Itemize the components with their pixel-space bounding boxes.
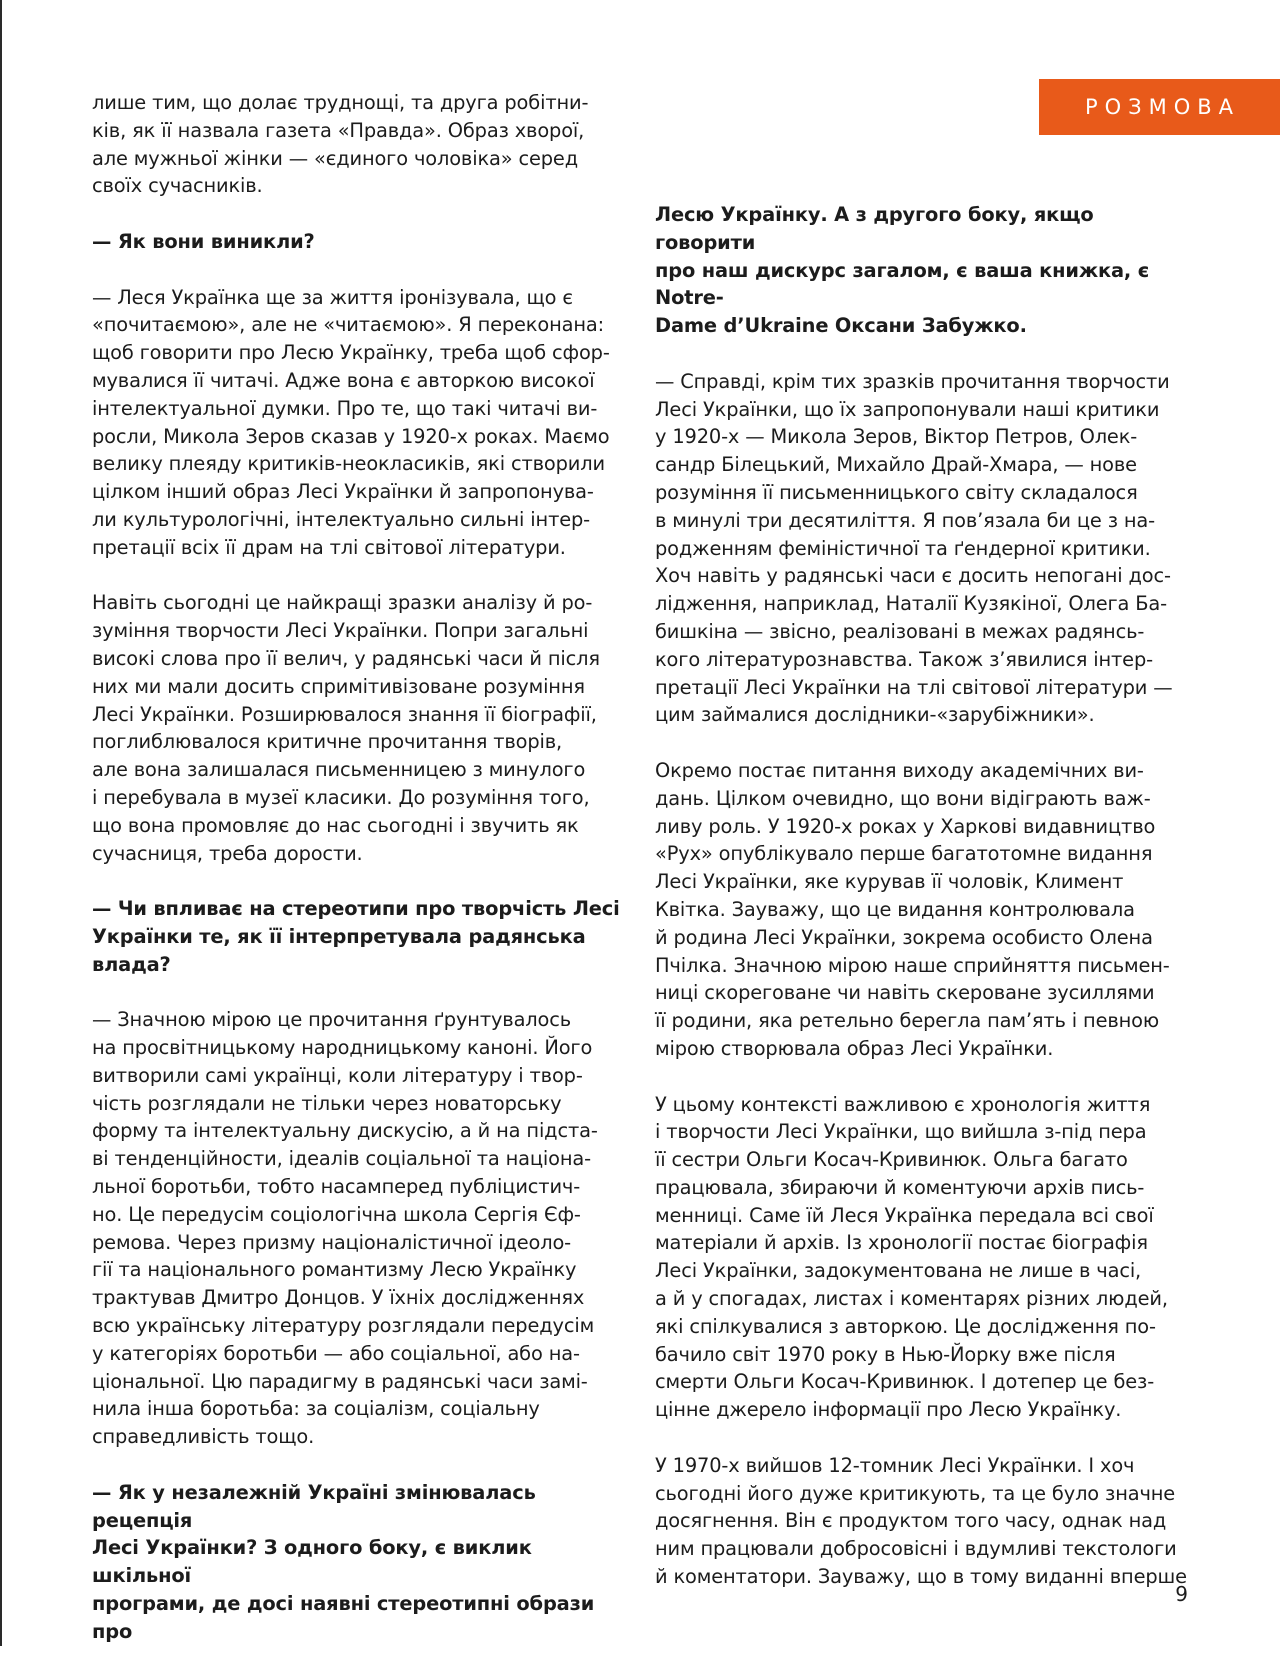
paragraph: — Значною мірою це прочитання ґрунтувалось на просвітницькому народницькому каноні. Його витворили самі українці, коли літературу і твор- чість розглядали не тільки через новаторську форму та інтелектуальну дискусію, а й на підста- ві тенденційности, ідеалів соціальної та націона- льної боротьби, тобто насамперед публіцистич- но. Це передусім соціологічна школа Сергія Єф- ремова. Через призму націоналістичної ідеоло- гії та національного романтизму Лесю Українку трактував Дмитро Донцов. У їхніх дослідженнях всю українську літературу розглядали передусім у категоріях боротьби — або соціальної, або на- ціональної. Цю парадигму в радянські часи замі- нила інша боротьба: за соціалізм, соціальну справедливість тощо.	[92, 1008, 598, 1449]
paragraph: Навіть сьогодні це найкращі зразки аналізу й ро- зуміння творчости Лесі Українки. Попри загальні високі слова про її велич, у радянські часи й після них ми мали досить спримітивізоване розуміння Лесі Українки. Розширювалося знання її біографії, поглиблювалося критичне прочитання творів, але вона залишалася письменницею з минулого і перебувала в музеї класики. До розуміння того, що вона промовляє до нас сьогодні і звучить як сучасниця, треба дорости.	[92, 591, 600, 865]
paragraph: — Леся Українка ще за життя іронізувала, що є «почитаємою», але не «читаємою». Я переконана: щоб говорити про Лесю Українку, треба щоб сфор- мувалися її читачі. Адже вона є авторкою високої інтелектуальної думки. Про те, що такі читачі ви- росли, Микола Зеров сказав у 1920-х роках. Маємо велику плеяду критиків-неокласиків, які створили цілком інший образ Лесі Українки й запропонува- ли культурологічні, інтелектуально сильні інтер- претації всіх її драм на тлі світової літератури.	[92, 285, 610, 559]
interview-question: Лесю Українку. А з другого боку, якщо говорити про наш дискурс загалом, є ваша книжка, є Notre- Dame d’Ukraine Оксани Забужко.	[655, 203, 1150, 338]
interview-question: — Як вони виникли?	[92, 229, 315, 253]
paragraph: У 1970-х вийшов 12-томник Лесі Українки. І хоч сьогодні його дуже критикують, та це було значне досягнення. Він є продуктом того часу, однак над ним працювали добросовісні і вдумливі текстологи й коментатори. Зауважу, що в тому виданні вперше	[655, 1453, 1187, 1589]
left-column	[92, 89, 622, 1673]
paragraph: Окремо постає питання виходу академічних ви- дань. Цілком очевидно, що вони відіграють важ- ливу роль. У 1920-х роках у Харкові видавництво «Рух» опублікувало перше багатотомне видання Лесі Українки, яке курував її чоловік, Климент Квітка. Зауважу, що це видання контролювала й родина Лесі Українки, зокрема особисто Олена Пчілка. Значною мірою наше сприйняття письмен- ниці скореговане чи навіть скероване зусиллями її родини, яка ретельно берегла пам’ять і певною мірою створювала образ Лесі Українки.	[655, 758, 1170, 1060]
interview-question: — Як у незалежній Україні змінювалась рецепція Лесі Українки? З одного боку, є виклик шкільної програми, де досі наявні стереотипні образи про	[92, 1480, 595, 1643]
page-edge	[0, 0, 2, 1646]
interview-question: — Чи впливає на стереотипи про творчість Лесі Українки те, як її інтерпретувала радянська влада?	[92, 897, 620, 976]
paragraph: лише тим, що долає труднощі, та друга робітни- ків, як її назвала газета «Правда». Образ хворої, але мужньої жінки — «єдиного чоловіка» серед своїх сучасників.	[92, 91, 589, 198]
paragraph: — Справді, крім тих зразків прочитання творчости Лесі Українки, що їх запропонували наші критики у 1920-х — Микола Зеров, Віктор Петров, Олек- сандр Білецький, Михайло Драй-Хмара, — нове розуміння її письменницького світу складалося в минулі три десятиліття. Я пов’язала би це з на- родженням феміністичної та ґендерної критики. Хоч навіть у радянські часи є досить непогані дос- лідження, наприклад, Наталії Кузякіної, Олега Ба- бишкіна — звісно, реалізовані в межах радянсь- кого літературознавства. Також з’явилися інтер- претації Лесі Українки на тлі світової літератури — цим займалися дослідники-«зарубіжники».	[655, 369, 1173, 727]
right-column	[655, 201, 1190, 1619]
page-number: 9	[1175, 1582, 1188, 1606]
paragraph: У цьому контексті важливою є хронологія життя і творчости Лесі Українки, що вийшла з-під пера її сестри Ольги Косач-Кривинюк. Ольга багато працювала, збираючи й коментуючи архів пись- менниці. Саме їй Леся Українка передала всі свої матеріали й архів. Із хронології постає біографія Лесі Українки, задокументована не лише в часі, а й у спогадах, листах і коментарях різних людей, які спілкувалися з авторкою. Це дослідження по- бачило світ 1970 року в Нью-Йорку вже після смерти Ольги Косач-Кривинюк. І дотепер це без- цінне джерело інформації про Лесю Українку.	[655, 1092, 1168, 1422]
section-tag: РОЗМОВА	[1039, 79, 1280, 135]
